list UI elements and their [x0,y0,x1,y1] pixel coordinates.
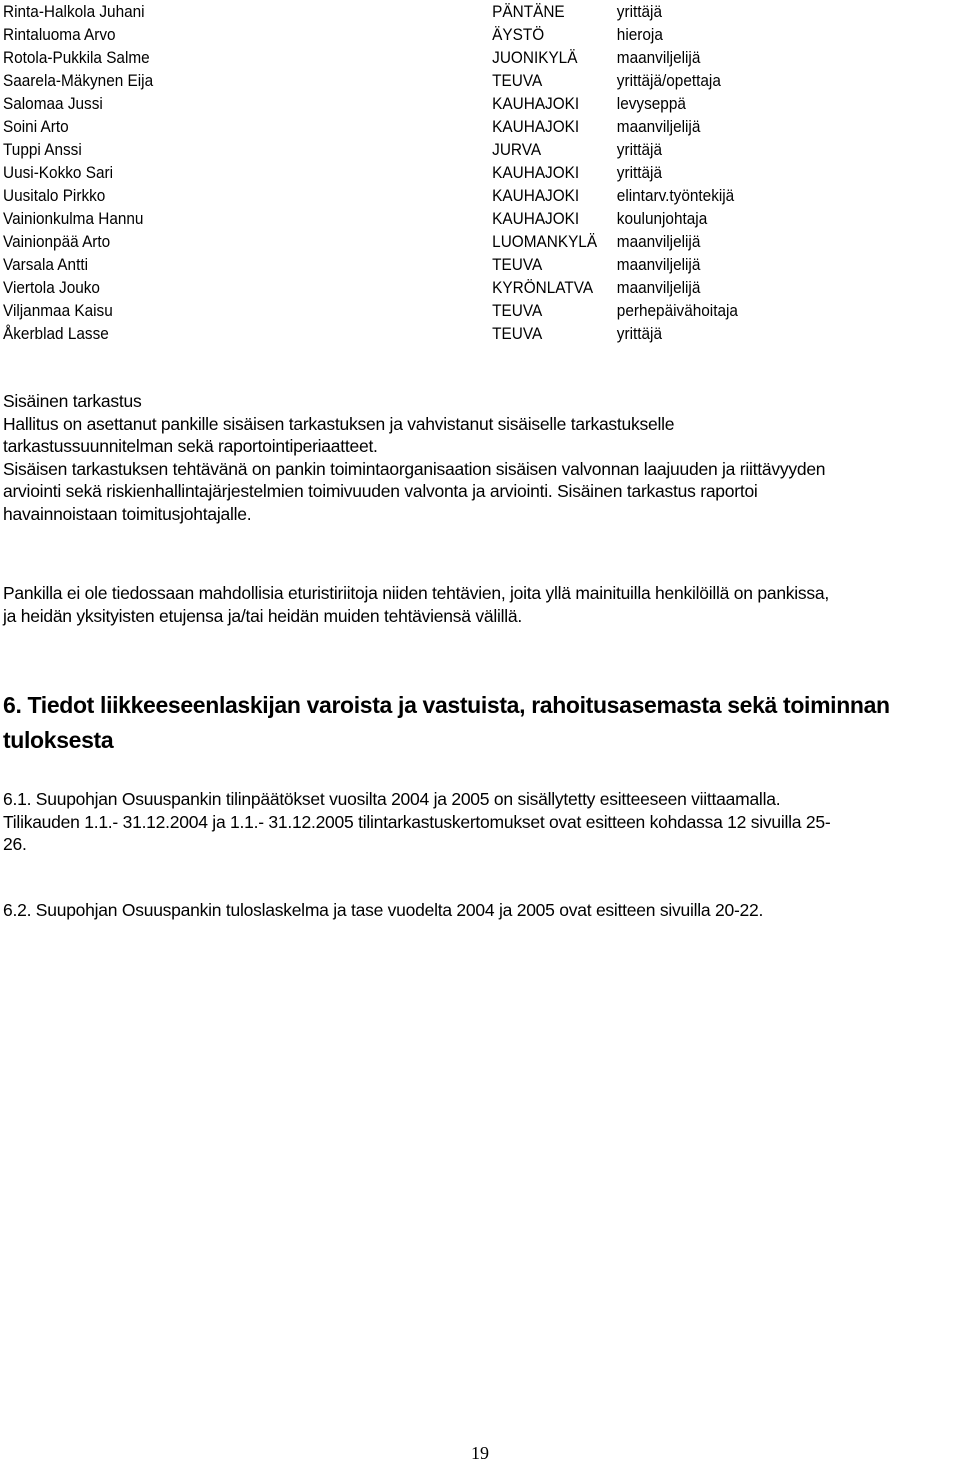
member-row [3,277,877,300]
member-name: Soini Arto [3,118,69,136]
member-name: Rotola-Pukkila Salme [3,49,150,67]
member-row [3,162,877,185]
paragraph-line: ja heidän yksityisten etujensa ja/tai heidän muiden tehtäviensä välillä. [3,605,522,626]
member-occupation: maanviljelijä [616,279,701,297]
paragraph-line: 26. [3,834,27,854]
member-name: Tuppi Anssi [3,141,82,159]
member-row [3,185,877,208]
member-name: Rinta-Halkola Juhani [3,3,145,21]
conflict-of-interest-paragraph [3,582,958,627]
member-occupation: yrittäjä [616,141,663,159]
paragraph-line: Pankilla ei ole tiedossaan mahdollisia eturistiriitoja niiden tehtävien, joita yllä mainituilla henkilöillä on pankissa, [3,583,830,603]
member-town: JUONIKYLÄ [492,49,578,67]
member-town: TEUVA [492,72,543,90]
member-row [3,24,877,47]
member-name: Åkerblad Lasse [3,325,109,343]
paragraph-line: havainnoistaan toimitusjohtajalle. [3,503,252,524]
member-town: LUOMANKYLÄ [492,233,598,251]
paragraph-line: 6.2. Suupohjan Osuuspankin tuloslaskelma ja tase vuodelta 2004 ja 2005 ovat esitteen sivuilla 20-22. [3,900,764,920]
member-row [3,300,877,323]
member-occupation: maanviljelijä [616,233,701,251]
member-occupation: koulunjohtaja [616,210,708,228]
member-town: KAUHAJOKI [492,210,580,228]
member-occupation: maanviljelijä [616,49,701,67]
member-row [3,93,877,116]
paragraph-line: Hallitus on asettanut pankille sisäisen tarkastuksen ja vahvistanut sisäiselle tarkastukselle [3,413,675,434]
paragraph-line: Tilikauden 1.1.- 31.12.2004 ja 1.1.- 31.12.2005 tilintarkastuskertomukset ovat esitteen kohdassa 12 sivuilla 25- [3,811,831,832]
paragraph-line: 6.1. Suupohjan Osuuspankin tilinpäätökset vuosilta 2004 ja 2005 on sisällytetty esitteeseen viittaamalla. [3,789,781,809]
member-name: Vainionkulma Hannu [3,210,144,228]
paragraph-line: tarkastussuunnitelman sekä raportointiperiaatteet. [3,436,378,456]
member-row [3,70,877,93]
member-row [3,323,877,346]
member-name: Varsala Antti [3,256,89,274]
paragraph-line: arviointi sekä riskienhallintajärjestelmien toimivuuden valvonta ja arviointi. Sisäinen tarkastus raportoi [3,481,758,501]
member-list [3,1,943,346]
member-name: Viljanmaa Kaisu [3,302,113,320]
page-number: 19 [471,1443,489,1463]
member-occupation: yrittäjä [616,164,663,182]
member-row [3,208,877,231]
member-occupation: perhepäivähoitaja [616,302,738,320]
member-name: Saarela-Mäkynen Eija [3,72,154,90]
internal-audit-section [3,390,958,525]
member-row [3,116,877,139]
member-occupation: yrittäjä [616,3,663,21]
member-occupation: yrittäjä [616,325,663,343]
member-town: PÄNTÄNE [492,3,565,21]
member-occupation: hieroja [616,26,663,44]
member-row [3,1,877,24]
paragraph-line: Sisäisen tarkastuksen tehtävänä on pankin toimintaorganisaation sisäisen valvonnan laajuuden ja riittävyyden [3,458,826,479]
member-row [3,139,877,162]
member-town: ÄYSTÖ [492,26,545,44]
member-town: KAUHAJOKI [492,118,580,136]
member-occupation: maanviljelijä [616,256,701,274]
member-town: KAUHAJOKI [492,187,580,205]
member-name: Salomaa Jussi [3,95,103,113]
heading-line: tuloksesta [3,727,114,753]
member-town: JURVA [492,141,542,159]
member-name: Rintaluoma Arvo [3,26,116,44]
member-town: TEUVA [492,302,543,320]
member-occupation: maanviljelijä [616,118,701,136]
member-row [3,254,877,277]
member-occupation: levyseppä [616,95,686,113]
member-row [3,231,877,254]
member-town: TEUVA [492,256,543,274]
section-6-1 [3,788,958,856]
section-6-heading [3,688,943,758]
internal-audit-title: Sisäinen tarkastus [3,391,142,411]
member-town: TEUVA [492,325,543,343]
member-town: KAUHAJOKI [492,164,580,182]
member-name: Uusitalo Pirkko [3,187,106,205]
member-row [3,47,877,70]
member-town: KAUHAJOKI [492,95,580,113]
member-name: Vainionpää Arto [3,233,111,251]
member-occupation: yrittäjä/opettaja [616,72,721,90]
section-6-2 [3,899,958,922]
member-town: KYRÖNLATVA [492,279,594,297]
member-occupation: elintarv.työntekijä [616,187,735,205]
member-name: Uusi-Kokko Sari [3,164,114,182]
member-name: Viertola Jouko [3,279,100,297]
heading-line: 6. Tiedot liikkeeseenlaskijan varoista ja vastuista, rahoitusasemasta sekä toiminnan [3,692,890,718]
